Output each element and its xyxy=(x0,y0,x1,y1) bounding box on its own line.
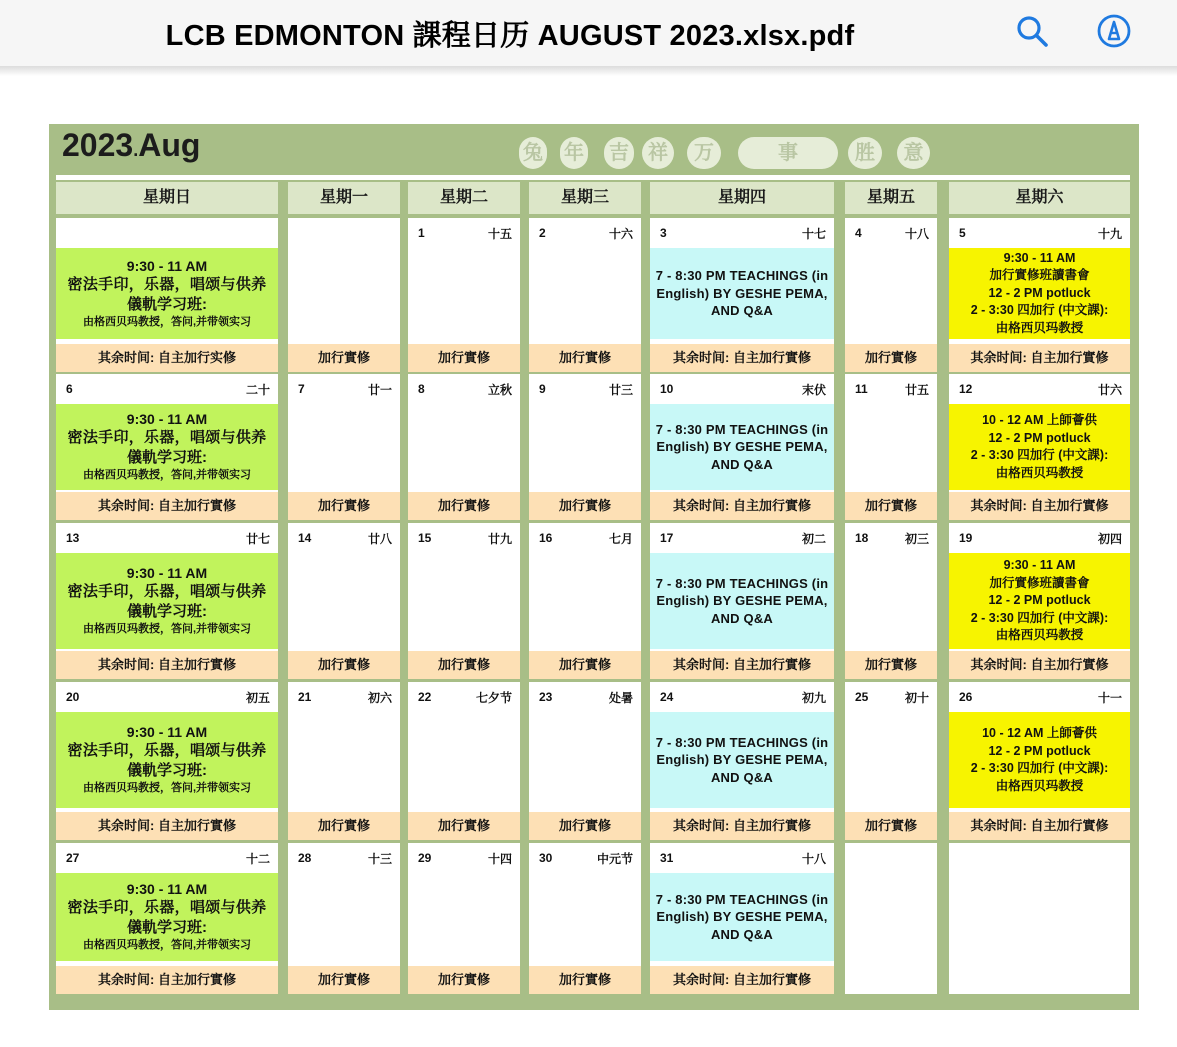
lunar-date: 廿三 xyxy=(608,383,633,397)
day-cell xyxy=(529,374,641,520)
event-line: 2 - 3:30 四加行 (中文課): xyxy=(970,303,1109,318)
event-line: 由格西贝玛教授，答问,并带领实习 xyxy=(82,782,252,794)
day-cell xyxy=(949,218,1130,372)
day-cell xyxy=(949,682,1130,840)
day-number: 29 xyxy=(418,851,432,865)
lunar-date: 十八 xyxy=(904,227,929,241)
event-line: 9:30 - 11 AM xyxy=(126,257,208,274)
day-cell xyxy=(650,374,834,520)
practice-footer: 加行實修 xyxy=(529,966,641,994)
practice-footer: 加行實修 xyxy=(408,492,520,520)
practice-footer: 加行實修 xyxy=(529,812,641,840)
search-icon[interactable] xyxy=(1014,13,1050,49)
practice-footer: 其余时间: 自主加行實修 xyxy=(56,812,278,840)
motto-char: 年 xyxy=(560,137,588,169)
practice-footer: 其余时间: 自主加行實修 xyxy=(949,651,1130,679)
day-number: 4 xyxy=(855,226,862,240)
event-line: 10 - 12 AM 上師薈供 xyxy=(982,726,1097,740)
event-line: 密法手印，乐器，唱颂与供养 xyxy=(67,275,267,293)
day-number: 26 xyxy=(959,690,973,704)
day-number: 12 xyxy=(959,382,973,396)
day-number: 11 xyxy=(855,382,868,396)
day-cell xyxy=(845,218,937,372)
toolbar-shadow xyxy=(0,66,1177,76)
event-line: 7 - 8:30 PM TEACHINGS (in xyxy=(655,891,829,907)
sunday-class-event xyxy=(56,553,278,649)
lunar-date: 二十 xyxy=(245,383,270,397)
day-number: 2 xyxy=(539,226,546,240)
event-line: English) BY GESHE PEMA, xyxy=(656,285,828,301)
saturday-practice-event xyxy=(949,712,1130,808)
practice-footer: 其余时间: 自主加行實修 xyxy=(949,492,1130,520)
motto-char: 祥 xyxy=(642,137,674,169)
lunar-date: 十一 xyxy=(1097,691,1122,705)
day-number: 27 xyxy=(66,851,80,865)
event-line: 9:30 - 11 AM xyxy=(1003,558,1076,573)
lunar-date: 十八 xyxy=(801,852,826,866)
practice-footer: 加行實修 xyxy=(408,344,520,372)
thursday-teaching-event xyxy=(650,873,834,961)
day-number: 15 xyxy=(418,531,432,545)
lunar-date: 廿九 xyxy=(487,532,512,546)
day-number: 9 xyxy=(539,382,546,396)
day-cell xyxy=(56,682,278,840)
lunar-date: 十六 xyxy=(608,227,633,241)
day-cell xyxy=(288,218,400,372)
day-cell xyxy=(288,682,400,840)
saturday-practice-event xyxy=(949,248,1130,339)
lunar-date: 初三 xyxy=(904,532,929,546)
weekday-header: 星期四 xyxy=(650,182,834,214)
sunday-class-event xyxy=(56,404,278,490)
event-line: 12 - 2 PM potluck xyxy=(988,285,1091,300)
day-cell xyxy=(408,218,520,372)
day-number: 30 xyxy=(539,851,553,865)
day-number: 31 xyxy=(660,851,674,865)
practice-footer: 加行實修 xyxy=(845,344,937,372)
event-line: English) BY GESHE PEMA, xyxy=(656,909,828,925)
thursday-teaching-event xyxy=(650,404,834,490)
practice-footer: 其余时间: 自主加行實修 xyxy=(56,651,278,679)
day-cell xyxy=(408,523,520,679)
event-line: 9:30 - 11 AM xyxy=(126,565,208,581)
day-cell xyxy=(949,843,1130,994)
thursday-teaching-event xyxy=(650,712,834,808)
event-line: 密法手印，乐器，唱颂与供养 xyxy=(67,899,267,916)
day-number: 24 xyxy=(660,690,674,704)
day-cell xyxy=(845,374,937,520)
lunar-date: 廿六 xyxy=(1097,383,1122,397)
practice-footer: 加行實修 xyxy=(845,651,937,679)
practice-footer: 加行實修 xyxy=(288,966,400,994)
lunar-date: 十三 xyxy=(367,852,392,866)
thursday-teaching-event xyxy=(650,553,834,649)
motto-char: 万 xyxy=(687,137,721,169)
event-line: 由格西贝玛教授，答问,并带领实习 xyxy=(82,939,252,951)
day-number: 8 xyxy=(418,382,425,396)
day-cell xyxy=(529,218,641,372)
event-line: 7 - 8:30 PM TEACHINGS (in xyxy=(655,575,829,591)
day-number: 23 xyxy=(539,690,553,704)
event-line: English) BY GESHE PEMA, xyxy=(656,593,828,609)
event-line: 9:30 - 11 AM xyxy=(126,411,208,427)
sunday-class-event xyxy=(56,873,278,961)
day-number: 22 xyxy=(418,690,432,704)
weekday-header: 星期日 xyxy=(56,182,278,214)
event-line: AND Q&A xyxy=(710,610,774,626)
event-line: 9:30 - 11 AM xyxy=(1003,250,1076,265)
lunar-date: 廿五 xyxy=(904,383,929,397)
event-line: 10 - 12 AM 上師薈供 xyxy=(982,413,1097,427)
motto-char: 胜 xyxy=(848,137,882,169)
lunar-date: 初九 xyxy=(801,691,826,705)
event-line: 儀軌学习班: xyxy=(127,762,207,779)
lunar-date: 十九 xyxy=(1097,227,1122,241)
day-cell xyxy=(845,682,937,840)
lunar-date: 初五 xyxy=(245,691,270,705)
motto-char: 意 xyxy=(897,137,930,169)
practice-footer: 其余时间: 自主加行實修 xyxy=(56,966,278,994)
event-line: 由格西贝玛教授，答问,并带领实习 xyxy=(82,469,252,481)
event-line: AND Q&A xyxy=(710,769,774,785)
day-number: 18 xyxy=(855,531,869,545)
motto-char: 兔 xyxy=(519,137,547,169)
weekday-header: 星期六 xyxy=(949,182,1130,214)
saturday-practice-event xyxy=(949,404,1130,490)
event-line: AND Q&A xyxy=(710,456,774,472)
practice-footer: 其余时间: 自主加行實修 xyxy=(650,966,834,994)
event-line: AND Q&A xyxy=(710,926,774,942)
lunar-date: 初二 xyxy=(801,532,826,546)
event-line: 由格西贝玛教授 xyxy=(995,628,1084,643)
day-cell xyxy=(56,218,278,372)
event-line: 由格西贝玛教授，答问,并带领实习 xyxy=(82,315,252,328)
day-number: 14 xyxy=(298,531,312,545)
calendar-title xyxy=(62,127,200,164)
event-line: 12 - 2 PM potluck xyxy=(988,430,1091,445)
practice-footer: 其余时间: 自主加行實修 xyxy=(949,344,1130,372)
title-month: Aug xyxy=(138,127,201,163)
day-cell xyxy=(56,374,278,520)
day-cell xyxy=(288,523,400,679)
day-number: 10 xyxy=(660,382,674,396)
event-line: 由格西贝玛教授，答问,并带领实习 xyxy=(82,623,252,635)
lunar-date: 十二 xyxy=(245,852,270,866)
day-number: 21 xyxy=(298,690,312,704)
event-line: 9:30 - 11 AM xyxy=(126,724,208,740)
motto-char: 事 xyxy=(738,137,838,169)
lunar-date: 立秋 xyxy=(487,383,512,397)
day-cell xyxy=(288,843,400,994)
lunar-date: 初十 xyxy=(904,691,929,705)
practice-footer: 加行實修 xyxy=(845,492,937,520)
day-cell xyxy=(845,843,937,994)
day-number: 6 xyxy=(66,382,73,396)
title-year: 2023 xyxy=(62,127,134,163)
event-line: 9:30 - 11 AM xyxy=(126,881,208,897)
lunar-date: 十七 xyxy=(801,227,826,241)
lunar-date: 廿七 xyxy=(245,532,270,546)
practice-footer: 其余时间: 自主加行實修 xyxy=(650,344,834,372)
day-cell xyxy=(288,374,400,520)
day-number: 17 xyxy=(660,531,674,545)
practice-footer: 其余时间: 自主加行實修 xyxy=(650,812,834,840)
day-cell xyxy=(949,523,1130,679)
day-number: 19 xyxy=(959,531,973,545)
practice-footer: 加行實修 xyxy=(408,812,520,840)
event-line: 2 - 3:30 四加行 (中文課): xyxy=(970,448,1109,462)
title-dot: . xyxy=(133,140,139,160)
day-cell xyxy=(650,843,834,994)
event-line: English) BY GESHE PEMA, xyxy=(656,439,828,455)
practice-footer: 加行實修 xyxy=(529,492,641,520)
day-number: 28 xyxy=(298,851,312,865)
practice-footer: 其余时间: 自主加行实修 xyxy=(56,344,278,372)
event-line: 加行實修班讀書會 xyxy=(989,575,1090,590)
practice-footer: 加行實修 xyxy=(408,966,520,994)
event-line: 密法手印，乐器，唱颂与供养 xyxy=(67,429,267,446)
header-divider xyxy=(56,175,1130,180)
practice-footer: 加行實修 xyxy=(288,492,400,520)
event-line: 加行實修班讀書會 xyxy=(989,268,1090,283)
sunday-class-event xyxy=(56,712,278,808)
event-line: 7 - 8:30 PM TEACHINGS (in xyxy=(655,421,829,437)
event-line: 2 - 3:30 四加行 (中文課): xyxy=(970,761,1109,775)
event-line: 12 - 2 PM potluck xyxy=(988,743,1091,758)
event-line: AND Q&A xyxy=(710,303,774,319)
calendar-sheet xyxy=(49,124,1139,1010)
event-line: 儀軌学习班: xyxy=(127,603,207,620)
practice-footer: 加行實修 xyxy=(288,812,400,840)
lunar-date: 七夕节 xyxy=(475,691,512,705)
lunar-date: 廿一 xyxy=(367,383,392,397)
day-cell xyxy=(650,218,834,372)
day-cell xyxy=(650,682,834,840)
day-cell xyxy=(529,682,641,840)
thursday-teaching-event xyxy=(650,248,834,339)
sunday-class-event xyxy=(56,248,278,339)
day-number: 3 xyxy=(660,226,667,240)
event-line: English) BY GESHE PEMA, xyxy=(656,752,828,768)
document-title: LCB EDMONTON 課程日历 AUGUST 2023.xlsx.pdf xyxy=(165,20,855,52)
day-number: 5 xyxy=(959,226,966,240)
practice-footer: 加行實修 xyxy=(288,344,400,372)
lunar-date: 七月 xyxy=(608,532,633,546)
event-line: 由格西贝玛教授 xyxy=(995,465,1084,480)
day-cell xyxy=(529,843,641,994)
event-line: 儀軌学习班: xyxy=(127,919,207,936)
practice-footer: 其余时间: 自主加行實修 xyxy=(949,812,1130,840)
lunar-date: 廿八 xyxy=(367,532,392,546)
markup-pen-icon[interactable] xyxy=(1096,13,1132,49)
practice-footer: 加行實修 xyxy=(408,651,520,679)
day-number: 13 xyxy=(66,531,80,545)
weekday-header: 星期二 xyxy=(408,182,520,214)
lunar-date: 十五 xyxy=(487,227,512,241)
event-line: 7 - 8:30 PM TEACHINGS (in xyxy=(655,734,829,750)
day-cell xyxy=(56,523,278,679)
weekday-header: 星期五 xyxy=(845,182,937,214)
event-line: 由格西贝玛教授 xyxy=(995,320,1084,335)
day-number: 7 xyxy=(298,382,305,396)
event-line: 儀軌学习班: xyxy=(127,449,207,466)
day-cell xyxy=(408,374,520,520)
day-number: 16 xyxy=(539,531,553,545)
day-cell xyxy=(845,523,937,679)
event-line: 由格西贝玛教授 xyxy=(995,778,1084,793)
practice-footer: 其余时间: 自主加行實修 xyxy=(650,651,834,679)
lunar-date: 中元节 xyxy=(596,852,633,866)
event-line: 7 - 8:30 PM TEACHINGS (in xyxy=(655,268,829,284)
day-cell xyxy=(408,843,520,994)
day-cell xyxy=(650,523,834,679)
weekday-header: 星期一 xyxy=(288,182,400,214)
day-number: 20 xyxy=(66,690,80,704)
event-line: 2 - 3:30 四加行 (中文課): xyxy=(970,610,1109,625)
practice-footer: 加行實修 xyxy=(529,651,641,679)
practice-footer: 加行實修 xyxy=(845,812,937,840)
event-line: 12 - 2 PM potluck xyxy=(988,593,1091,608)
practice-footer: 其余时间: 自主加行實修 xyxy=(56,492,278,520)
practice-footer: 加行實修 xyxy=(529,344,641,372)
practice-footer: 其余时间: 自主加行實修 xyxy=(650,492,834,520)
lunar-date: 末伏 xyxy=(801,383,826,397)
day-number: 1 xyxy=(418,226,425,240)
day-number: 25 xyxy=(855,690,869,704)
lunar-date: 初六 xyxy=(367,691,392,705)
event-line: 密法手印，乐器，唱颂与供养 xyxy=(67,583,267,600)
pdf-viewer-toolbar xyxy=(0,0,1177,67)
lunar-date: 处暑 xyxy=(608,691,633,705)
day-cell xyxy=(949,374,1130,520)
saturday-practice-event xyxy=(949,553,1130,649)
day-cell xyxy=(56,843,278,994)
lunar-date: 十四 xyxy=(487,852,512,866)
event-line: 密法手印，乐器，唱颂与供养 xyxy=(67,742,267,759)
motto-char: 吉 xyxy=(604,137,634,169)
event-line: 儀軌学习班: xyxy=(127,295,207,313)
lunar-date: 初四 xyxy=(1097,532,1122,546)
day-cell xyxy=(408,682,520,840)
weekday-header: 星期三 xyxy=(529,182,641,214)
practice-footer: 加行實修 xyxy=(288,651,400,679)
day-cell xyxy=(529,523,641,679)
